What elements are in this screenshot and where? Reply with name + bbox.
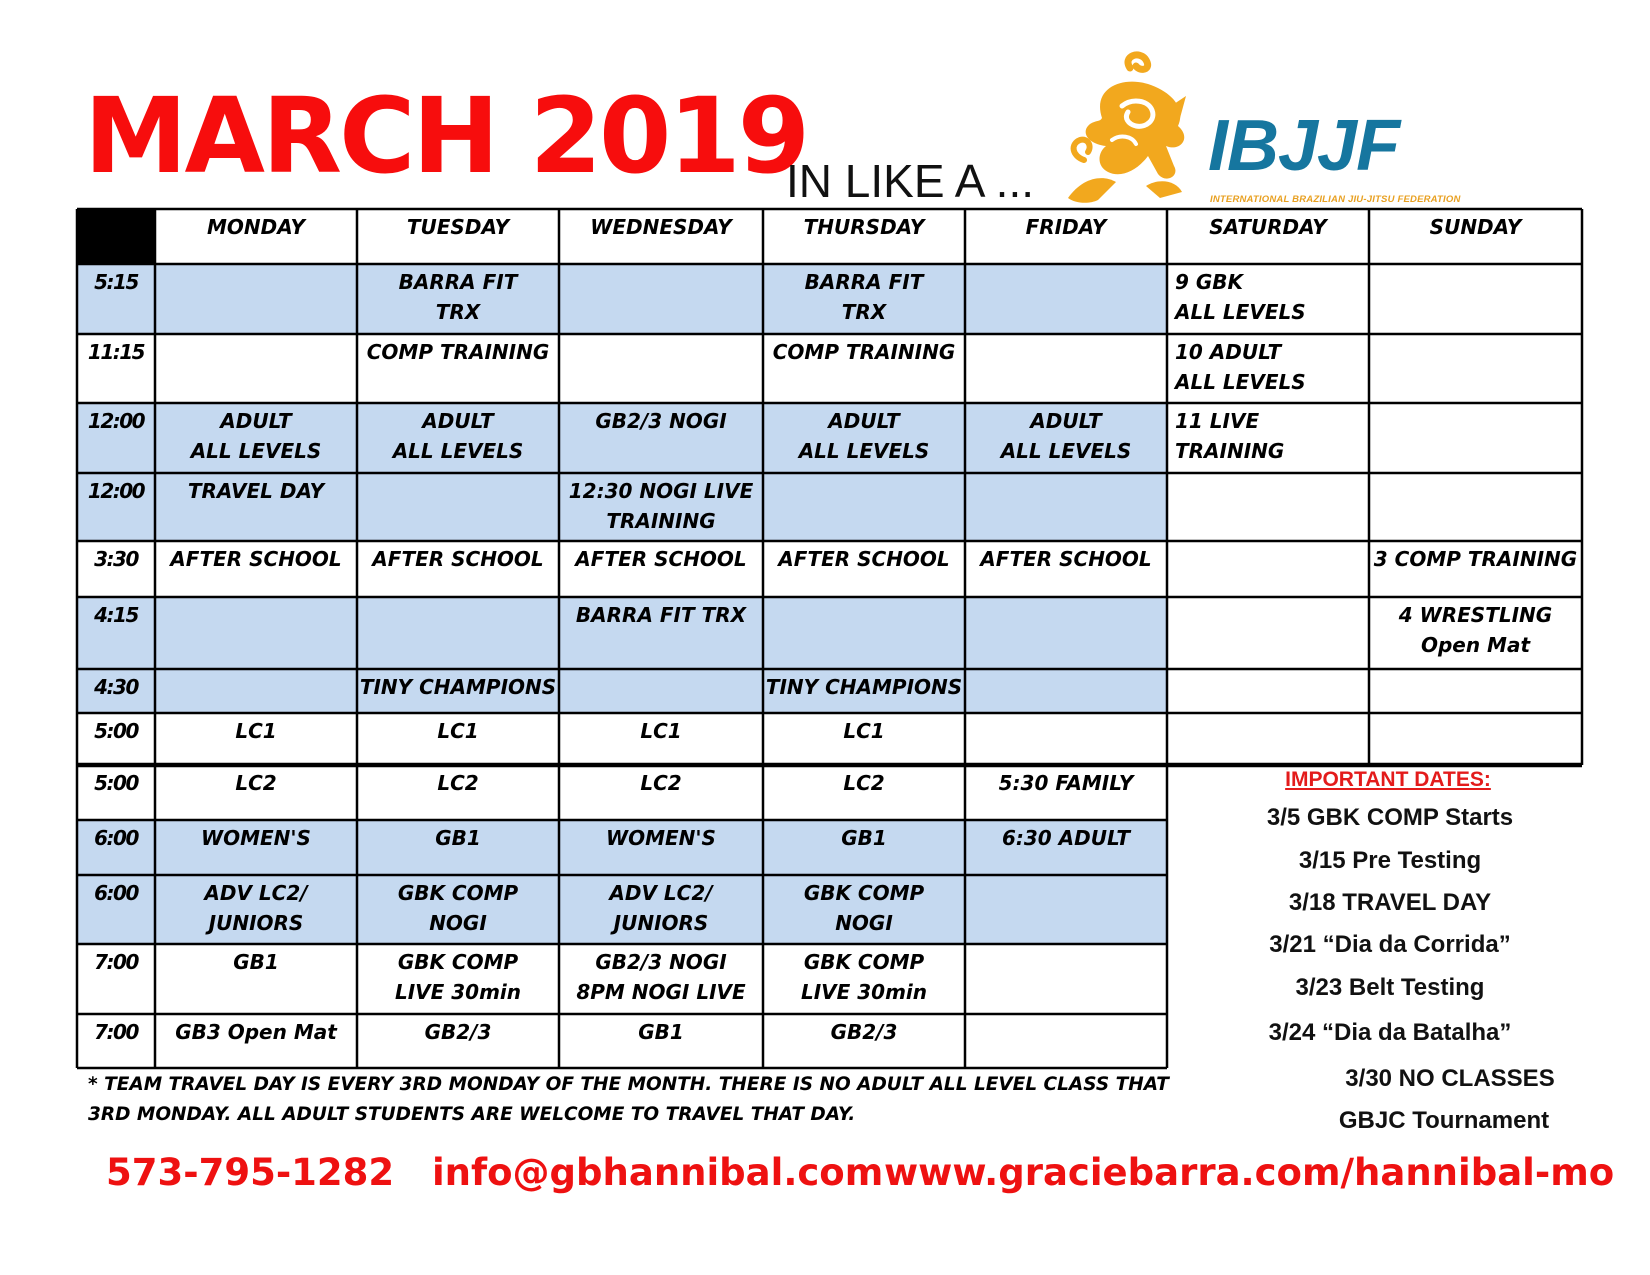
class-cell: GBK COMP LIVE 30min (800, 950, 928, 1004)
class-cell: ADULT ALL LEVELS (190, 409, 322, 463)
class-cell: LC2 (843, 771, 885, 795)
day-header: WEDNESDAY (590, 215, 732, 239)
class-cell: LC2 (235, 771, 277, 795)
important-date-item: 3/18 TRAVEL DAY (1288, 889, 1492, 916)
page-subtitle: IN LIKE A ... (786, 155, 1035, 207)
logo-tagline: INTERNATIONAL BRAZILIAN JIU-JITSU FEDERATION (1210, 194, 1461, 205)
class-cell: 6:30 ADULT (1001, 826, 1131, 850)
class-cell: AFTER SCHOOL (980, 547, 1152, 571)
class-cell: BARRA FIT TRX (575, 603, 747, 627)
class-cell: 11 LIVE TRAINING (1175, 409, 1285, 463)
time-label: 7:00 (94, 1020, 138, 1044)
important-date-item: 3/21 “Dia da Corrida” (1269, 931, 1511, 958)
class-cell: GB2/3 NOGI 8PM NOGI LIVE (576, 950, 746, 1004)
day-header: SATURDAY (1209, 215, 1327, 239)
class-cell: COMP TRAINING (366, 340, 550, 364)
class-cell: 9 GBK ALL LEVELS (1175, 270, 1306, 324)
class-cell: TRAVEL DAY (187, 479, 325, 503)
class-cell: WOMEN'S (606, 826, 716, 850)
time-label: 5:15 (94, 270, 138, 294)
class-cell: 12:30 NOGI LIVE TRAINING (568, 479, 754, 533)
day-header: SUNDAY (1429, 215, 1522, 239)
time-label: 7:00 (94, 950, 138, 974)
class-cell: GB3 Open Mat (175, 1020, 337, 1044)
time-label: 3:30 (94, 547, 138, 571)
logo-wordmark: IBJJF (1208, 106, 1400, 186)
class-cell: GB1 (841, 826, 887, 850)
page-title: MARCH 2019 (84, 75, 808, 197)
time-label: 6:00 (94, 881, 138, 905)
class-cell: COMP TRAINING (772, 340, 956, 364)
class-cell: LC2 (437, 771, 479, 795)
class-cell: 10 ADULT ALL LEVELS (1175, 340, 1306, 394)
class-cell: BARRA FIT TRX (804, 270, 924, 324)
class-cell: LC2 (640, 771, 682, 795)
class-cell: GB1 (435, 826, 481, 850)
class-cell: ADULT ALL LEVELS (1000, 409, 1132, 463)
contact-email[interactable]: info@gbhannibal.com (432, 1151, 884, 1194)
class-cell: LC1 (640, 719, 682, 743)
row-shade (155, 669, 1167, 713)
class-cell: GB1 (638, 1020, 684, 1044)
contact-website[interactable]: www.graciebarra.com/hannibal-mo (884, 1151, 1615, 1194)
important-date-item: GBJC Tournament (1338, 1107, 1550, 1134)
class-cell: GB2/3 (830, 1020, 898, 1044)
corner-block (77, 209, 155, 264)
time-label: 11:15 (87, 340, 145, 364)
important-dates-heading: IMPORTANT DATES: (1285, 768, 1491, 791)
class-cell: BARRA FIT TRX (398, 270, 518, 324)
class-cell: AFTER SCHOOL (778, 547, 950, 571)
class-cell: GB1 (233, 950, 279, 974)
important-date-item: 3/5 GBK COMP Starts (1266, 804, 1514, 831)
time-label: 6:00 (94, 826, 138, 850)
time-label: 5:00 (94, 719, 138, 743)
class-cell: ADULT ALL LEVELS (798, 409, 930, 463)
class-cell: GBK COMP NOGI (397, 881, 519, 935)
class-cell: ADV LC2/ JUNIORS (609, 881, 713, 935)
time-label: 12:00 (87, 409, 145, 433)
class-cell: AFTER SCHOOL (170, 547, 342, 571)
row-shade (155, 264, 1167, 334)
class-cell: GBK COMP LIVE 30min (394, 950, 522, 1004)
class-cell: GBK COMP NOGI (803, 881, 925, 935)
class-cell: TINY CHAMPIONS (765, 675, 963, 699)
day-header: MONDAY (207, 215, 305, 239)
time-label: 12:00 (87, 479, 145, 503)
day-header: THURSDAY (803, 215, 925, 239)
class-cell: LC1 (843, 719, 885, 743)
class-cell: WOMEN'S (201, 826, 311, 850)
class-cell: AFTER SCHOOL (372, 547, 544, 571)
time-label: 5:00 (94, 771, 138, 795)
class-cell: LC1 (437, 719, 479, 743)
time-label: 4:15 (94, 603, 138, 627)
class-cell: 5:30 FAMILY (998, 771, 1134, 795)
day-header: TUESDAY (406, 215, 510, 239)
time-label: 4:30 (94, 675, 138, 699)
day-header: FRIDAY (1025, 215, 1107, 239)
class-cell: ADULT ALL LEVELS (392, 409, 524, 463)
class-cell: LC1 (235, 719, 277, 743)
important-date-item: 3/24 “Dia da Batalha” (1268, 1019, 1512, 1046)
important-date-item: 3/23 Belt Testing (1295, 974, 1485, 1001)
class-cell: ADV LC2/ JUNIORS (204, 881, 308, 935)
class-cell: 3 COMP TRAINING (1373, 547, 1578, 571)
class-cell: GB2/3 (424, 1020, 492, 1044)
class-cell: GB2/3 NOGI (595, 409, 727, 433)
class-cell: AFTER SCHOOL (575, 547, 747, 571)
important-date-item: 3/15 Pre Testing (1298, 847, 1482, 874)
class-cell: TINY CHAMPIONS (359, 675, 557, 699)
class-cell: 4 WRESTLING Open Mat (1398, 603, 1553, 657)
contact-phone[interactable]: 573-795-1282 (106, 1151, 395, 1194)
important-date-item: 3/30 NO CLASSES (1345, 1065, 1555, 1092)
travel-day-footnote: * TEAM TRAVEL DAY IS EVERY 3RD MONDAY OF THE MONTH. THERE IS NO ADULT ALL LEVEL CLASS THAT 3RD MONDAY. ALL ADULT STUDENTS ARE WELCOME TO TRAVEL THAT DAY. (88, 1074, 1169, 1125)
